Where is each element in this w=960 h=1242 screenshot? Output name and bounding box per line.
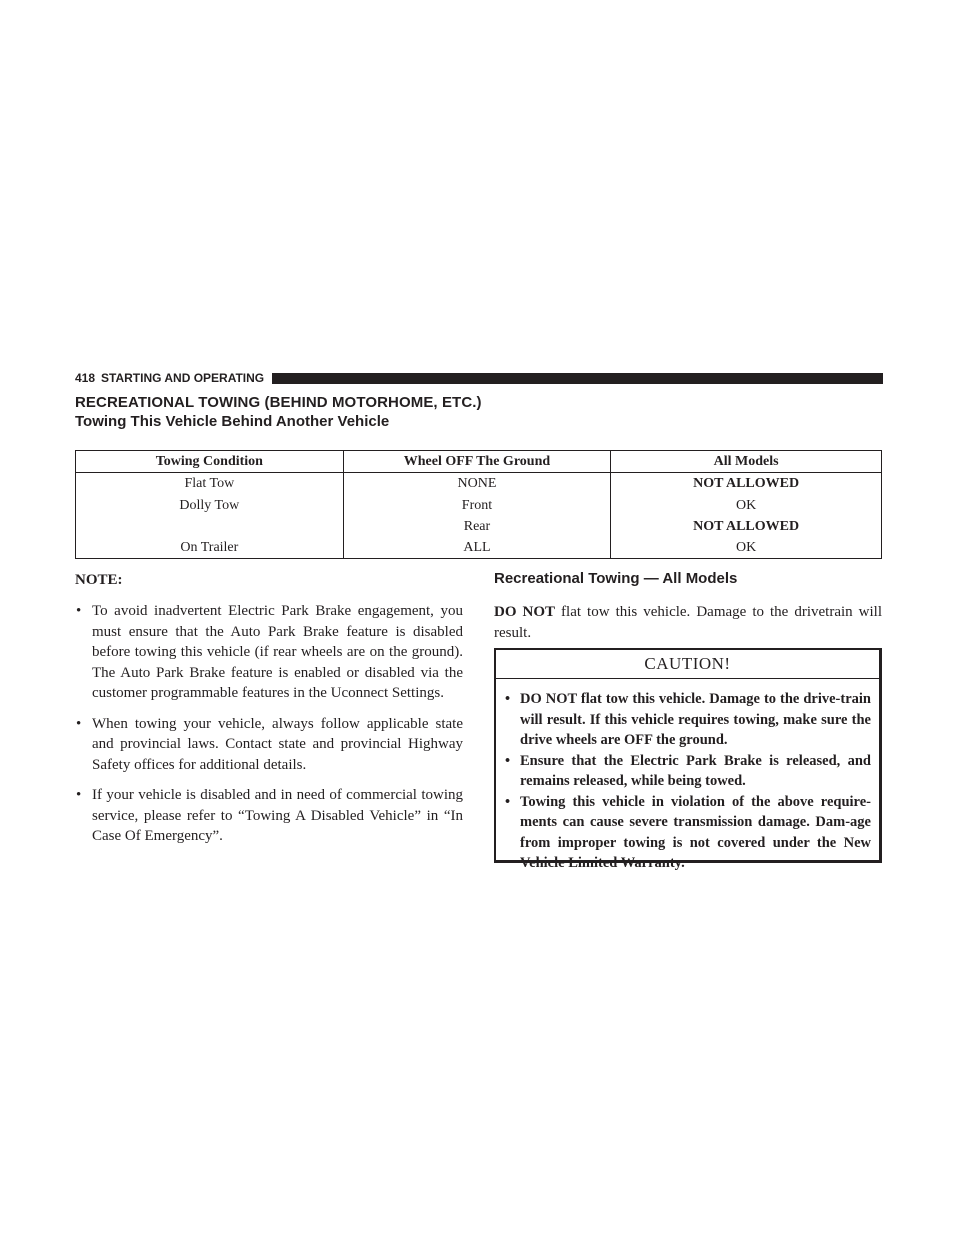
recreational-section (494, 570, 882, 643)
table-row (76, 495, 882, 516)
table-cell: Rear (343, 516, 611, 537)
table-cell: Front (343, 495, 611, 516)
bullet-icon: • (505, 691, 511, 707)
list-item (504, 689, 871, 751)
recreational-paragraph (494, 602, 882, 643)
note-text: When towing your vehicle, always follow applicable state and provincial laws. Contact state and provincial Highway Safety offices for additional details. (92, 715, 463, 773)
towing-table (75, 450, 882, 559)
table-row (76, 537, 882, 559)
bullet-icon: • (76, 715, 82, 732)
table-cell: ALL (343, 537, 611, 559)
table-cell: OK (611, 537, 882, 559)
caution-body (496, 679, 879, 874)
note-text: To avoid inadvertent Electric Park Brake engagement, you must ensure that the Auto Park Brake feature is disabled before towing this vehicle (if rear wheels are on the ground). The Auto Park Brake feature is enabled or disabled via the customer programmable features in the Uconnect Settings. (92, 603, 463, 701)
table-cell: On Trailer (76, 537, 344, 559)
column-header-models: All Models (611, 451, 882, 473)
list-item (504, 792, 871, 874)
table-header-row (76, 451, 882, 473)
caution-text: DO NOT flat tow this vehicle. Damage to the drive-train will result. If this vehicle requires towing, make sure the drive wheels are OFF the ground. (520, 691, 871, 748)
note-text: If your vehicle is disabled and in need of commercial towing service, please refer to “Towing A Disabled Vehicle” in “In Case Of Emergency”. (92, 787, 463, 844)
page-subtitle: Towing This Vehicle Behind Another Vehicle (75, 413, 390, 430)
column-header-wheel: Wheel OFF The Ground (343, 451, 611, 473)
bullet-icon: • (76, 603, 82, 619)
list-item (504, 751, 871, 792)
column-header-condition: Towing Condition (76, 451, 344, 473)
bullet-icon: • (76, 787, 82, 803)
table-cell: Dolly Tow (76, 495, 344, 537)
section-heading: Recreational Towing — All Models (494, 570, 738, 587)
table-cell: NOT ALLOWED (611, 473, 882, 495)
caution-text: Towing this vehicle in violation of the above require-ments can cause severe transmission damage. Dam-age from improper towing is not covered under the New Vehicle Limited Warranty. (520, 793, 871, 871)
caution-box (494, 648, 882, 871)
bullet-icon: • (505, 793, 511, 810)
note-label: NOTE: (75, 572, 123, 588)
table-row (76, 473, 882, 495)
table-cell: Flat Tow (76, 473, 344, 495)
page-header (75, 370, 883, 386)
note-section (75, 572, 463, 857)
table-cell: NOT ALLOWED (611, 516, 882, 537)
list-item (75, 601, 463, 704)
bullet-icon: • (505, 752, 511, 769)
table-cell: OK (611, 495, 882, 516)
page-number: 418 (75, 371, 96, 385)
section-name: STARTING AND OPERATING (101, 371, 265, 385)
list-item (75, 785, 463, 847)
table-cell: NONE (343, 473, 611, 495)
caution-title: CAUTION! (496, 650, 879, 679)
caution-text: Ensure that the Electric Park Brake is released, and remains released, while being towed. (520, 752, 871, 789)
header-rule (272, 373, 883, 384)
emphasis-text: DO NOT (494, 604, 556, 620)
list-item (75, 714, 463, 776)
paragraph-text: flat tow this vehicle. Damage to the drivetrain will result. (494, 604, 882, 641)
page-title: RECREATIONAL TOWING (BEHIND MOTORHOME, ETC.) (75, 394, 482, 411)
